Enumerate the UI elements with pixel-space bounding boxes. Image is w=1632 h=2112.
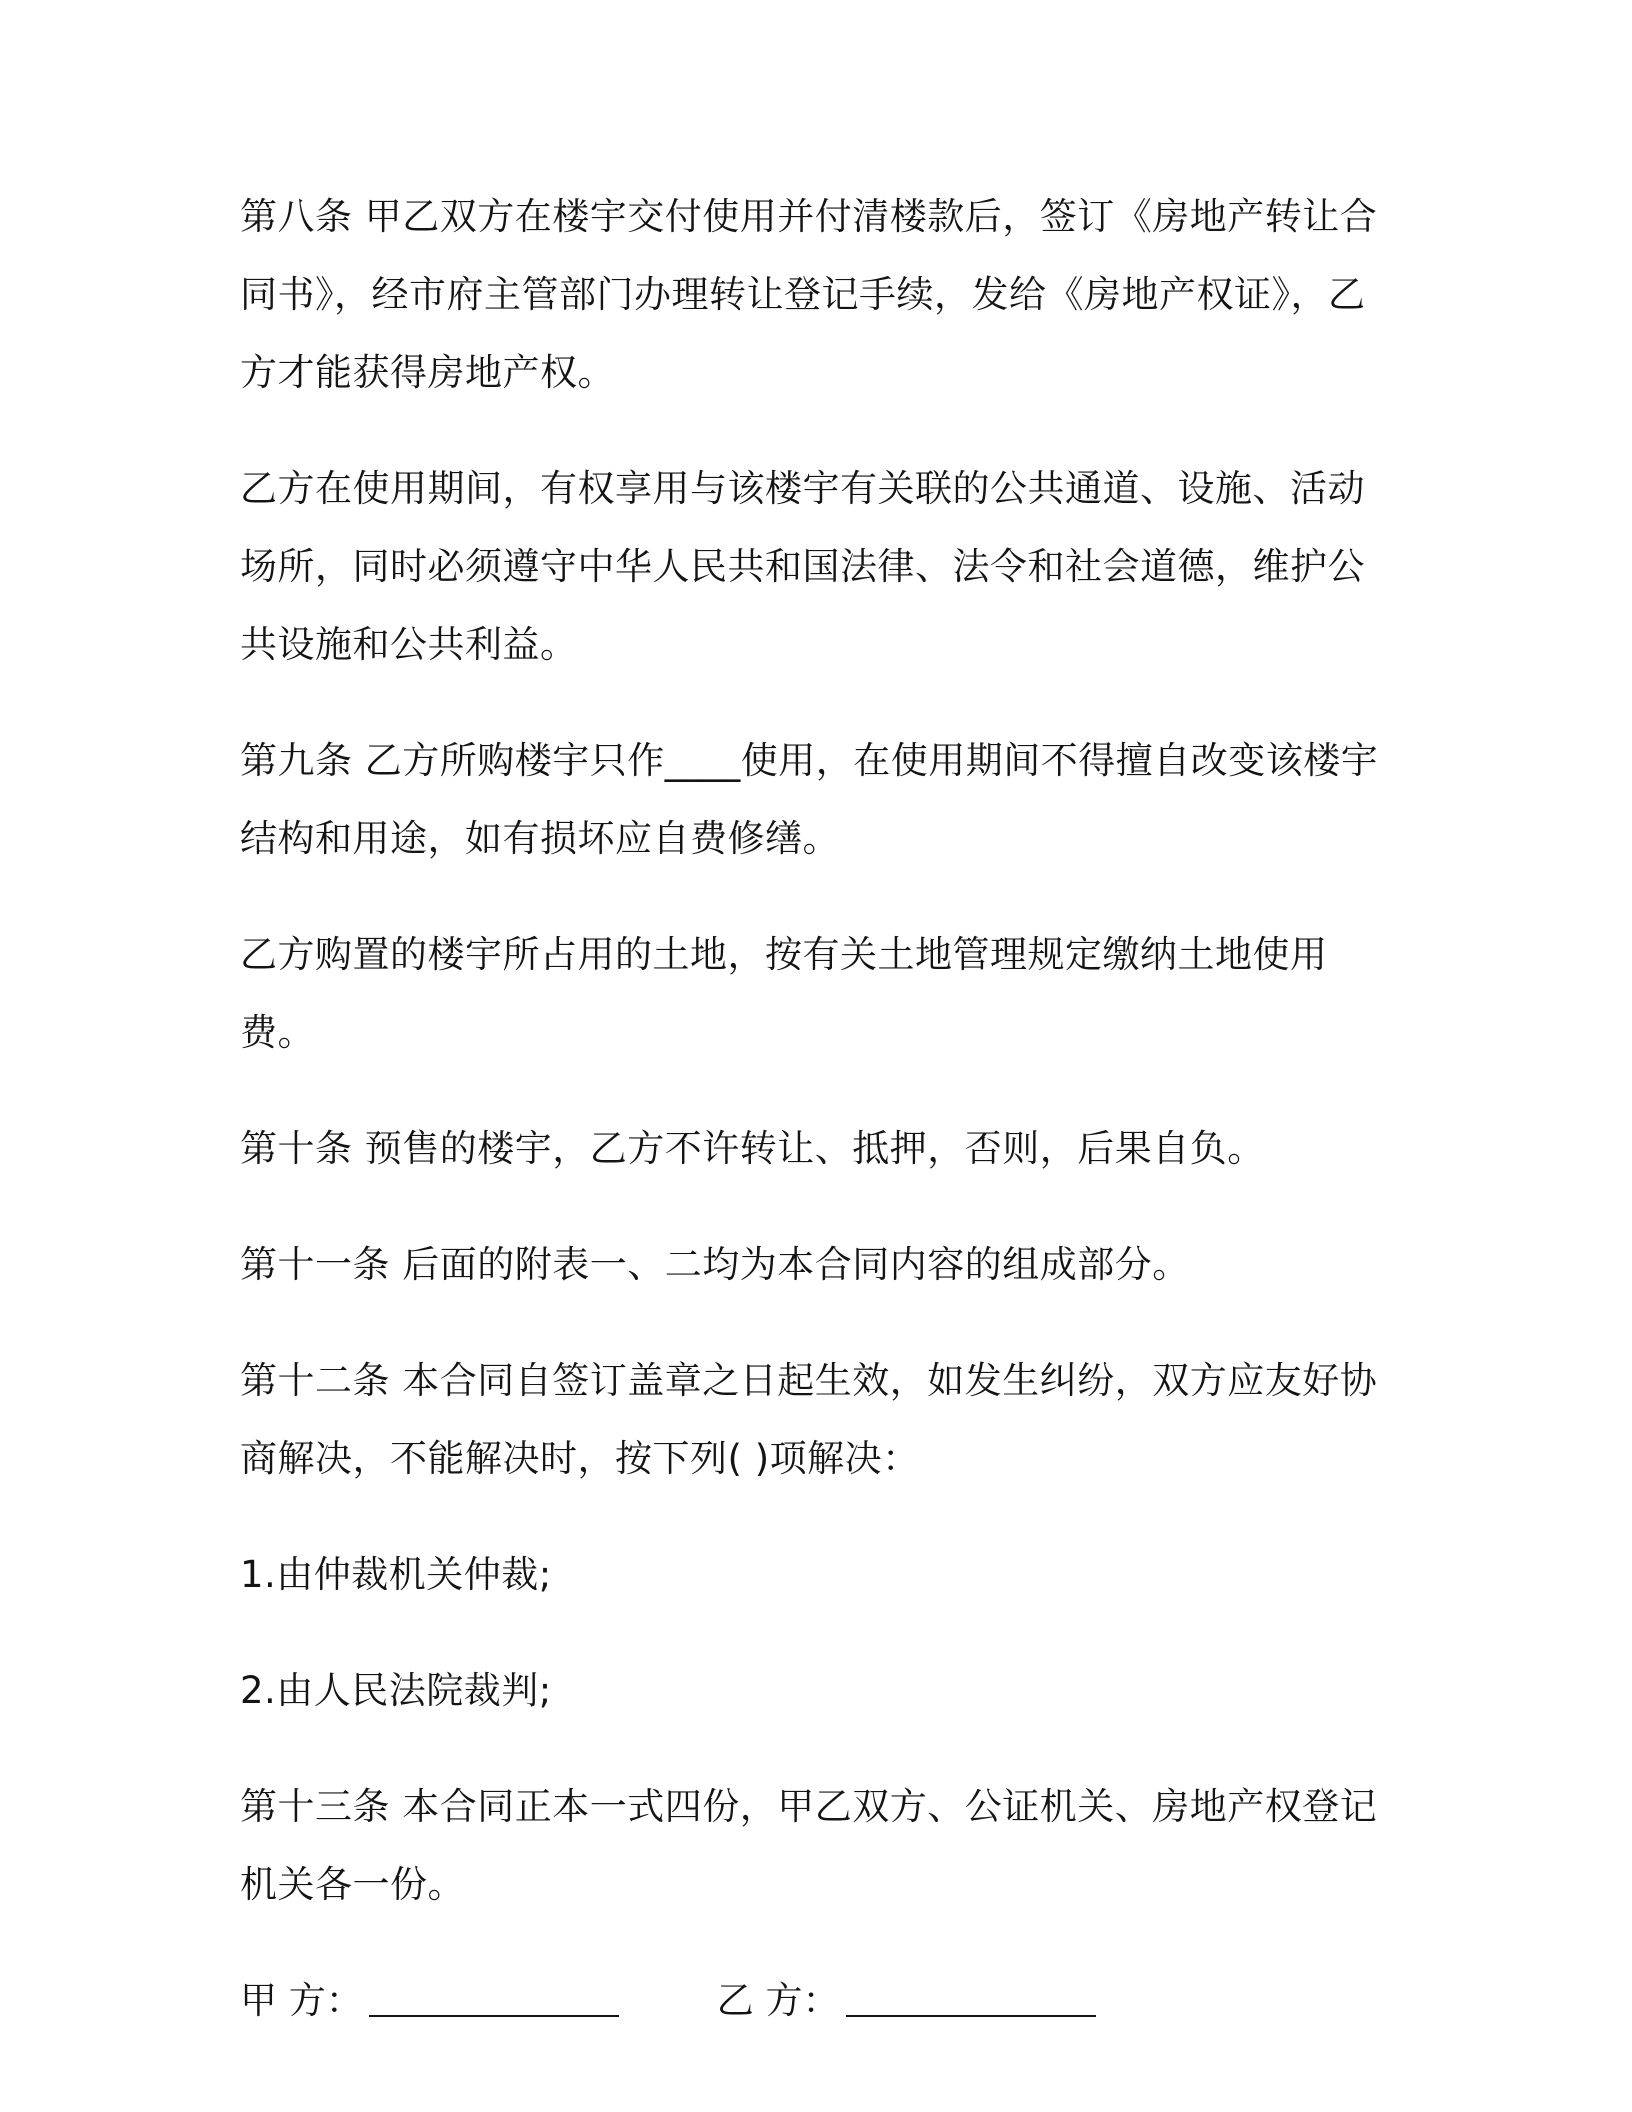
article-11: 第十一条 后面的附表一、二均为本合同内容的组成部分。: [240, 1243, 1190, 1286]
article-8: 第八条 甲乙双方在楼宇交付使用并付清楼款后，签订《房地产转让合同书》，经市府主管部门办理转让登记手续，发给《房地产权证》，乙方才能获得房地产权。: [240, 195, 1378, 394]
party-b-label: 乙 方：: [716, 1979, 840, 2022]
article-12: 第十二条 本合同自签订盖章之日起生效，如发生纠纷，双方应友好协商解决，不能解决时，按下列( )项解决：: [240, 1359, 1378, 1480]
party-b-signature-line[interactable]: [846, 1985, 1096, 2017]
article-9-land-fee: 乙方购置的楼宇所占用的土地，按有关土地管理规定缴纳土地使用费。: [240, 933, 1328, 1054]
party-a-signature: [240, 1962, 619, 2040]
party-b-signature: [717, 1962, 1096, 2040]
article-13: 第十三条 本合同正本一式四份，甲乙双方、公证机关、房地产权登记机关各一份。: [240, 1785, 1378, 1906]
article-9: 第九条 乙方所购楼宇只作____使用，在使用期间不得擅自改变该楼宇结构和用途，如有损坏应自费修缮。: [240, 739, 1379, 860]
article-10: 第十条 预售的楼宇，乙方不许转让、抵押，否则，后果自负。: [240, 1127, 1265, 1170]
article-8-usage-rights: 乙方在使用期间，有权享用与该楼宇有关联的公共通道、设施、活动场所，同时必须遵守中华人民共和国法律、法令和社会道德，维护公共设施和公共利益。: [240, 467, 1365, 666]
dispute-option-2: 2.由人民法院裁判;: [240, 1669, 552, 1712]
party-a-label: 甲 方：: [240, 1979, 363, 2022]
signature-row: [240, 1962, 1400, 2040]
dispute-option-1: 1.由仲裁机关仲裁;: [240, 1553, 552, 1596]
party-a-signature-line[interactable]: [369, 1985, 619, 2017]
contract-page: [240, 178, 1400, 2040]
